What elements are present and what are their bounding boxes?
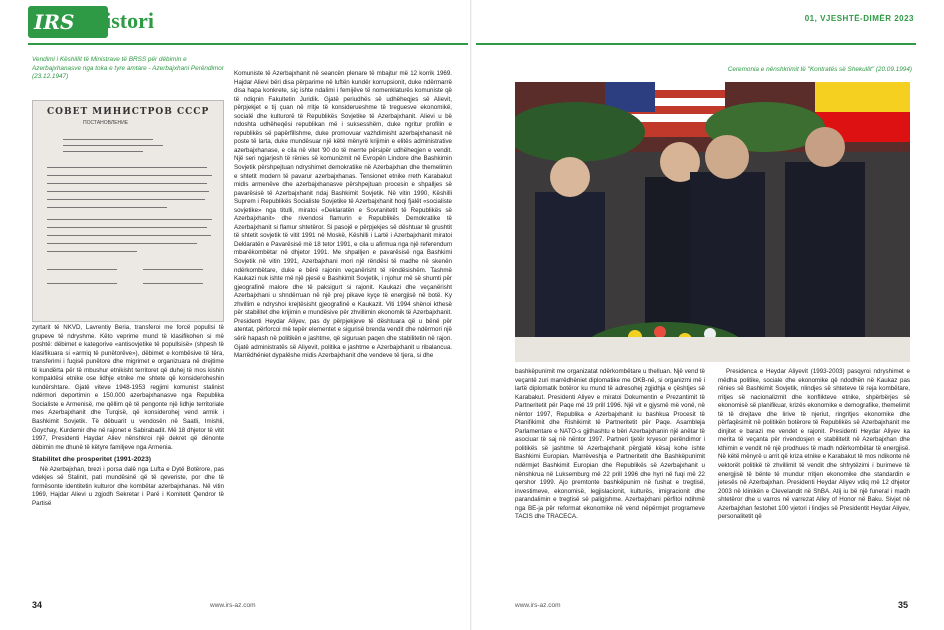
right-col-2 bbox=[718, 368, 910, 522]
paragraph: bashkëpunimit me organizatat ndërkombëtare u thelluan. Një vend të veçantë zuri marrëdhëniet diplomatike me OKB-në, si organizmi më i lartë diplomatik botëror ku mund të adresohej zgjidhja e çështjes së Karabakut. Presidenti Aliyev e miratoi Dokumentin e Prezantimit të Partneritetit për Paqe më 19 prill 1996. Një vit e gjysmë më vonë, në nëntor 1997, Republika e Azerbajxhanit iu bashkua Procesit të Planifikimit dhe Rishikimit të Partneritetit për Paqe. Asambleja Parlamentare e NATO-s gjithashtu e bëri Azerbajxhanin një anëtar të asociuar të saj në nëntor 1997. Partneri tjetër kryesor perëndimor i politikës së jashtme të Azerbajxhanit përgjatë kësaj kohe ishte Bashkimi Europian. Marrëveshja e Partneritetit dhe Bashkëpunimit ndërmjet Bashkimit Europian dhe Republikës së Azerbajxhanit u nënshkrua në Luksemburg më 22 prill 1996 dhe hyri në fuqi më 22 qershor 1999. Ajo premtonte bashkëpunim në fushat e tregtisë, investimeve, ekonomisë, legjislacionit, kulturës, imigracionit dhe parandalimin e tregtisë së paligjshme. Azerbajxhani përfitoi ndihmë nga BE-ja për reformat ekonomike në vend nëpërmjet programeve TACIS dhe TRACECA. bbox=[515, 368, 705, 521]
page-number: 35 bbox=[898, 600, 909, 610]
ceremony-photo bbox=[515, 82, 910, 362]
archival-document-image bbox=[32, 100, 224, 322]
photo-caption: Ceremonia e nënshkrimit të "Kontratës së Shekullit" (20.09.1994) bbox=[727, 66, 912, 73]
section-title: Histori bbox=[88, 8, 154, 33]
issue-label: 01, VJESHTË-DIMËR 2023 bbox=[804, 14, 914, 23]
ceremony-photo-illustration bbox=[515, 82, 910, 362]
page-number: 34 bbox=[32, 600, 43, 610]
header-rule bbox=[28, 43, 468, 45]
logo-mark: IRS bbox=[34, 10, 75, 34]
subheading: Stabilitet dhe prosperitet (1991-2023) bbox=[32, 456, 151, 464]
right-col-1 bbox=[515, 368, 705, 522]
website-url: www.irs-az.com bbox=[210, 602, 256, 609]
paragraph: Komuniste të Azerbajxhanit në seancën plenare të mbajtur më 12 korrik 1969. Hajdar Alievi bëri disa përparime në luftën kundër korrupsionit, duke ndërmarrë disa hapa konkrete, siç ishte ndalimi i femijëve të nomenklaturës komuniste që të ndiqnin Fakultetin Juridik. Gjatë periudhës së udhëheqjes së Alievit, përpjekjet e tij çuan në rritje të konsiderueshme të treguesve ekonomikë, socialë dhe kulturorë të Republikës Sovjetike të Azerbajxhanit. Alievi u bë ndoshta udhëheqësi republikan më i suksesshëm, duke ngritur profilin e republikës së papërfillshme, duke promovuar vazhdimisht azerbajxhanasit në poste të larta, duke mundësuar një këtë mënyrë krijimin e elitës administrative azerbajxhanase, e cila në vitet '90 do të merrte përsipër udhëheqjen e vendit. Një seri ngjarjesh të rënies së komunizmit në Evropën Lindore dhe Bashkimin Sovjetik përshpejtuan ndryshimet demokratike në Azerbajxhan dhe themelimin e shtetit modern të pavarur azerbajxhanas. Tensionet etnike rreth Karabakut midis armenëve dhe azerbajxhanasve përshpejtuan procesin e shpalljes së pavarësisë të Azerbajxhanit ndaj Bashkimit Sovjetik. Në vitin 1990, Këshilli Suprem i Republikës Socialiste Sovjetike të Azerbajxhanit hoqi fjalët «socialiste sovjetike» nga titulli, miratoi «Deklaratën e Sovranitetit të Republikës së Azerbajxhanit» dhe rivendosi flamurin e Republikës Demokratike të Azerbajxhanit si flamur shtetëror. Si pasojë e përpjekjes së dështuar të grushtit të shtetit sovjetik të vitit 1991 në Moskë, Këshilli i Lartë i Azerbajxhanit miratoi Deklaratën e Pavarësisë më 18 tetor 1991, e cila u afirmua nga një referendum mbarëkombëtar në dhjetor 1991. Me shpalljen e pavarësisë nga Bashkimi Sovjetik në vitin 1991, Azerbajxhani mori një rëndësi të madhe në skenën ndërkombëtare, duke e bërë rajonin veçanërisht të rëndësishëm. Tashmë Kaukazi nuk ishte më një pjesë e Bashkimit Sovjetik, i njohur më së shumti për gjeografinë malore dhe të paksigurt si rajonit. Kaukazi dhe veçanërisht Azerbajxhani u shndërruan në një prej pikave kyçe të energjisë në botë. Ky zhvillim e ndryshoi krejtësisht gjeografinë e Kaukazit. Viti 1994 shënoi kthesë për stabilitet dhe krijimin e mundësive për zhvillimin ekonomik të Azerbajxhanit. Presidenti Heydar Aliyev, pas dy përpjekjeve të dështuara që u bënë për atentat, përforcoi më tepër elementet e sigurisë brenda vendit dhe ndërmori një sërë hapash në politikën e jashtme, që siguruan paqen dhe stabilitetin në rajon. Gjatë administratës së Aliyevit, politika e jashtme e Azerbajxhanit u ribalancua. Marrëdhëniet dypalëshe midis Azerbajxhanit dhe vendeve të tjera, si dhe bbox=[234, 70, 452, 360]
paragraph: zyrtarit të NKVD, Lavrentiy Beria, transferoi me forcë popullsi të grupeve të ndryshme. Këto veprime mund të klasifikohen si më poshtë: dëbimet e kategorive «antisovjetike të popullsisë» (shpesh të klasifikuara si «armiq të punëtorëve»), dëbimet e kombësive të tëra, transferimi i fuqisë punëtore dhe migrimet e organizuara në drejtime të kundërta për të mbushur etnikisht territoret që duhej të mos kishin kompaktësi etnike ose lidhje etnike me shtete që konsideroheshin kundërshtare. Gjatë viteve 1948-1953 regjimi komunist stalinist ndërmori deportimin e 150.000 azerbajxhanasve nga Republika Socialiste e Armenisë, me qëllim që të pengonte një lidhje territoriale mes Azerbajxhanit dhe Turqisë, që konsiderohej vend armik i Bashkimit Sovjetik. Të dëbuarit u vendosën në Saatli, Imishli, Goychay, Kurdemir dhe në rajonet e Sabirabadit. Më 18 dhjetor të vitit 1997, Presidenti Haydar Aliev nënshkroi një dekret që dënonte dëbimin me dhunë të këtyre familjeve nga Armenia. bbox=[32, 324, 224, 451]
document-caption: Vendimi i Këshillit të Ministrave të BRSS për dëbimin e Azerbajxhanasve nga toka e tyre amtare - Azerbajxhani Perëndimor (23.12.1947) bbox=[32, 56, 224, 81]
right-page bbox=[472, 0, 944, 630]
document-title: СОВЕТ МИНИСТРОВ СССР bbox=[47, 107, 210, 117]
document-subtitle: ПОСТАНОВЛЕНИЕ bbox=[83, 120, 129, 126]
left-col-2 bbox=[234, 70, 452, 361]
website-url: www.irs-az.com bbox=[515, 602, 561, 609]
paragraph: Në Azerbajxhan, brezi i porsa dalë nga Lufta e Dytë Botërore, pas vdekjes së Stalinit, pati mundësinë që të qeveriste, por dhe të formësonte identitetin kulturor dhe kombëtar azerbajxhanas. Në vitin 1969, Hajdar Alievi u zgjodh Sekretar i Parë i Komitetit Qendror të Partisë bbox=[32, 465, 224, 507]
paragraph: Presidenca e Heydar Aliyevit (1993-2003) pasqyroi ndryshimet e mëdha politike, sociale dhe ekonomike që ndodhën në Kaukaz pas rënies së Bashkimit Sovjetik, nlindjes së shteteve të reja kombëtare, rritjes së nacionalizmit dhe konflikteve etnike, shpërbërjes së ekonomisë së planifikuar, krizës ekonomike e demografike, themelimit të të drejtave dhe lirive të njeriut, ringritjes ekonomike dhe përfaqësimit në politikën botërore të Republikës së Azerbajxhanit me dinjitet e barazi me vendet e rajonit. Presidenti Heydar Aliyev ka merita të veçanta për rivendosjen e stabilitetit në Azerbajxhan dhe kthimin e vendit në një prodhues të madh ndërkombëtar të energjisë. Në këtë mënyrë u arrit që kriza etnike e Karabakut të mos ndikonte në vektorët politikë të zhvillimit të vendit dhe shfrytëzimi i burimeve të energjisë të bënte të mundur rritjen ekonomike dhe standardin e jetesës në Azerbajxhan. Presidenti Heydar Aliyev vdiq më 12 dhjetor 2003 në klinikën e Clevelandit në ShBA. Atij iu bë një funeral i madh shtetëror dhe u varros në varrezat Alley of Honor në Baku. Sivjet në Azerbajxhan festohet 100 vjetori i lindjes së Presidentit Heydar Aliyev, personalitetit që bbox=[718, 368, 910, 521]
left-col-1 bbox=[32, 324, 224, 508]
header-rule bbox=[476, 43, 916, 45]
